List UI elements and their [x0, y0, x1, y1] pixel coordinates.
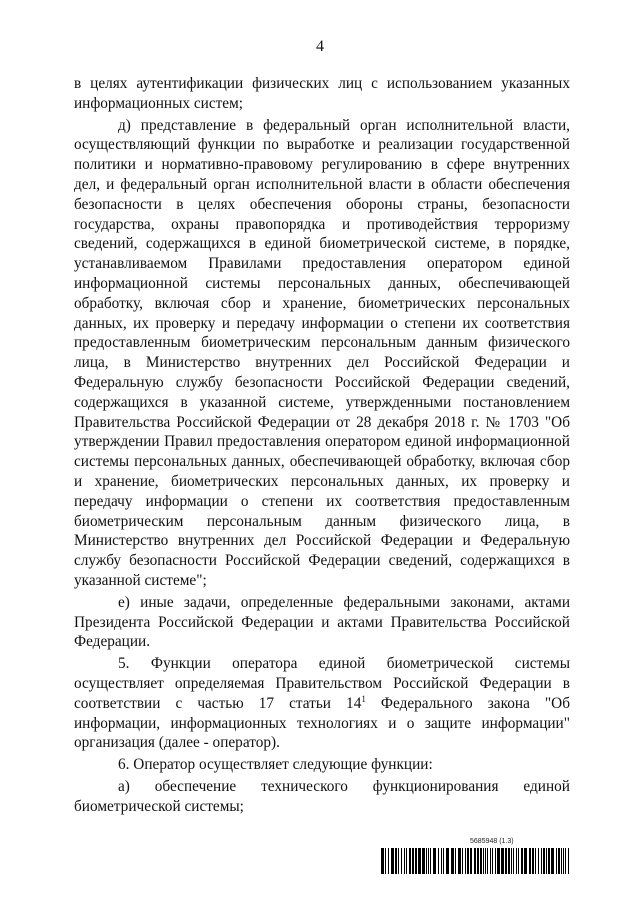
paragraph-item-a: а) обеспечение технического функционирования единой биометрической системы; — [74, 777, 570, 815]
clause-5-text-before: 5. Функции оператора единой биометрической системы осуществляет определяемая Правительством Российской Федерации в соответствии с частью 17 статьи 14 — [74, 655, 570, 712]
paragraph-clause-6: 6. Оператор осуществляет следующие функции: — [118, 756, 433, 774]
document-body — [74, 74, 570, 816]
paragraph-item-e: е) иные задачи, определенные федеральными законами, актами Президента Российской Федерации и актами Правительства Российской Федерации. — [74, 593, 570, 651]
paragraph-continuation: в целях аутентификации физических лиц с использованием указанных информационных систем; — [74, 75, 570, 112]
paragraph-clause-5 — [74, 654, 570, 753]
clause-5-superscript: 1 — [361, 693, 366, 704]
clause-5-text-after: Федерального закона "Об информации, информационных технологиях и о защите информации" организация (далее - оператор). — [74, 694, 570, 752]
barcode-image — [381, 848, 571, 874]
page-number: 4 — [316, 38, 324, 55]
document-code: 5685948 (1.3) — [470, 838, 514, 845]
paragraph-item-d: д) представление в федеральный орган исполнительной власти, осуществляющий функции по выработке и реализации государственной политики и нормативно-правовому регулированию в сфере внутренних дел, и федеральный орган исполнительной власти в области обеспечения безопасности в целях обеспечения обороны страны, безопасности государства, охраны правопорядка и противодействия терроризму сведений, содержащихся в единой биометрической системе, в порядке, устанавливаемом Правилами предоставления оператором единой информационной системы персональных данных, обеспечивающей обработку, включая сбор и хранение, биометрических персональных данных, их проверку и передачу информации о степени их соответствия предоставленным биометрическим персональным данным физического лица, в Министерство внутренних дел Российской Федерации и Федеральную службу безопасности Российской Федерации сведений, содержащихся в указанной системе, утвержденными постановлением Правительства Российской Федерации от 28 декабря 2018 г. № 1703 "Об утверждении Правил предоставления оператором единой информационной системы персональных данных, обеспечивающей обработку, включая сбор и хранение, биометрических персональных данных, их проверку и передачу информации о степени их соответствия предоставленным биометрическим персональным данным физического лица, в Министерство внутренних дел Российской Федерации и Федеральную службу безопасности Российской Федерации сведений, содержащихся в указанной системе"; — [74, 116, 570, 589]
